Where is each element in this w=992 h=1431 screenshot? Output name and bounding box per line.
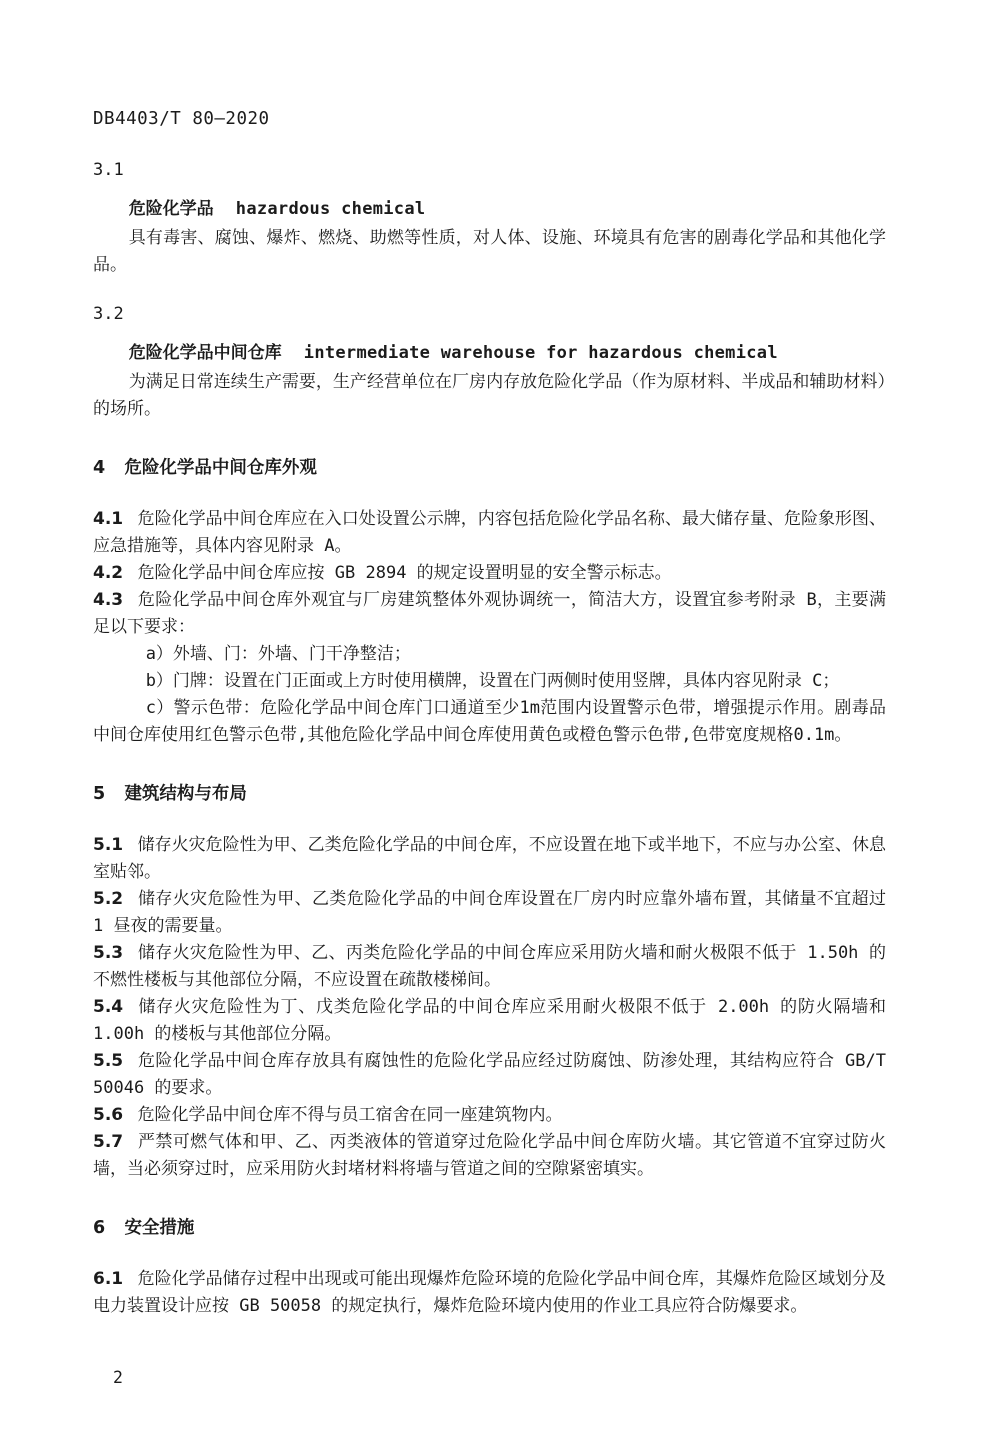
clause-number: 5.5 xyxy=(93,1051,124,1071)
clause-text: 储存火灾危险性为甲、乙类危险化学品的中间仓库设置在厂房内时应靠外墙布置，其储量不宜超过 1 昼夜的需要量。 xyxy=(93,889,886,936)
clause-number: 5.4 xyxy=(93,997,124,1017)
term-zh: 危险化学品中间仓库 xyxy=(128,343,282,363)
section-heading-4 xyxy=(93,455,886,482)
doc-code: DB4403/T 80—2020 xyxy=(93,109,270,129)
clause-number: 6.1 xyxy=(93,1269,124,1289)
section-heading-5 xyxy=(93,781,886,808)
clause-number: 5.6 xyxy=(93,1105,124,1125)
clause-text: 严禁可燃气体和甲、乙、丙类液体的管道穿过危险化学品中间仓库防火墙。其它管道不宜穿过防火墙，当必须穿过时，应采用防火封堵材料将墙与管道之间的空隙紧密填实。 xyxy=(93,1132,886,1179)
clause-number-3-2: 3.2 xyxy=(93,304,124,324)
term-heading-3-2 xyxy=(93,340,886,367)
clause-number: 5.7 xyxy=(93,1132,124,1152)
list-item-b: b）门牌：设置在门正面或上方时使用横牌，设置在门两侧时使用竖牌，具体内容见附录 C； xyxy=(145,671,840,691)
term-heading-3-1 xyxy=(93,196,886,223)
section-number: 5 xyxy=(93,784,106,804)
clause-number: 5.3 xyxy=(93,943,124,963)
clause-4-2 xyxy=(93,560,886,587)
section-title: 危险化学品中间仓库外观 xyxy=(124,458,317,478)
clause-5-5 xyxy=(93,1048,886,1102)
page-number: 2 xyxy=(113,1368,123,1387)
clause-4-1 xyxy=(93,506,886,560)
section-heading-6 xyxy=(93,1215,886,1242)
term-zh: 危险化学品 xyxy=(128,199,214,219)
list-item-c: c）警示色带：危险化学品中间仓库门口通道至少1m范围内设置警示色带，增强提示作用。剧毒品中间仓库使用红色警示色带,其他危险化学品中间仓库使用黄色或橙色警示色带,色带宽度规格0.1m。 xyxy=(93,698,886,745)
clause-number: 5.2 xyxy=(93,889,124,909)
clause-number: 4.2 xyxy=(93,563,124,583)
clause-text: 储存火灾危险性为丁、戊类危险化学品的中间仓库应采用耐火极限不低于 2.00h 的防火隔墙和 1.00h 的楼板与其他部位分隔。 xyxy=(93,997,886,1044)
term-en: hazardous chemical xyxy=(235,199,426,219)
section-title: 安全措施 xyxy=(124,1218,195,1238)
section-number: 6 xyxy=(93,1218,106,1238)
clause-5-7 xyxy=(93,1129,886,1183)
clause-text: 危险化学品中间仓库应在入口处设置公示牌，内容包括危险化学品名称、最大储存量、危险象形图、应急措施等，具体内容见附录 A。 xyxy=(93,509,886,556)
clause-text: 危险化学品中间仓库不得与员工宿舍在同一座建筑物内。 xyxy=(137,1105,563,1125)
clause-5-4 xyxy=(93,994,886,1048)
clause-text: 储存火灾危险性为甲、乙类危险化学品的中间仓库，不应设置在地下或半地下，不应与办公室、休息室贴邻。 xyxy=(93,835,886,882)
clause-number: 5.1 xyxy=(93,835,124,855)
term-en: intermediate warehouse for hazardous chemical xyxy=(303,343,778,363)
clause-number: 4.3 xyxy=(93,590,124,610)
clause-6-1 xyxy=(93,1266,886,1320)
clause-text: 危险化学品储存过程中出现或可能出现爆炸危险环境的危险化学品中间仓库，其爆炸危险区域划分及电力装置设计应按 GB 50058 的规定执行，爆炸危险环境内使用的作业工具应符合防爆要求。 xyxy=(93,1269,886,1316)
clause-4-3 xyxy=(93,587,886,641)
term-definition-3-2: 为满足日常连续生产需要，生产经营单位在厂房内存放危险化学品（作为原材料、半成品和辅助材料）的场所。 xyxy=(93,372,886,419)
clause-text: 储存火灾危险性为甲、乙、丙类危险化学品的中间仓库应采用防火墙和耐火极限不低于 1.50h 的不燃性楼板与其他部位分隔，不应设置在疏散楼梯间。 xyxy=(93,943,886,990)
clause-5-2 xyxy=(93,886,886,940)
term-definition-3-1: 具有毒害、腐蚀、爆炸、燃烧、助燃等性质，对人体、设施、环境具有危害的剧毒化学品和其他化学品。 xyxy=(93,228,886,275)
section-title: 建筑结构与布局 xyxy=(124,784,247,804)
clause-5-6 xyxy=(93,1102,886,1129)
list-item-a: a）外墙、门：外墙、门干净整洁； xyxy=(145,644,411,664)
clause-5-3 xyxy=(93,940,886,994)
clause-text: 危险化学品中间仓库存放具有腐蚀性的危险化学品应经过防腐蚀、防渗处理，其结构应符合 GB/T 50046 的要求。 xyxy=(93,1051,886,1098)
clause-5-1 xyxy=(93,832,886,886)
section-number: 4 xyxy=(93,458,106,478)
clause-number: 4.1 xyxy=(93,509,124,529)
clause-text: 危险化学品中间仓库应按 GB 2894 的规定设置明显的安全警示标志。 xyxy=(137,563,672,583)
clause-number-3-1: 3.1 xyxy=(93,160,124,180)
clause-text: 危险化学品中间仓库外观宜与厂房建筑整体外观协调统一，简洁大方，设置宜参考附录 B，主要满足以下要求： xyxy=(93,590,886,637)
